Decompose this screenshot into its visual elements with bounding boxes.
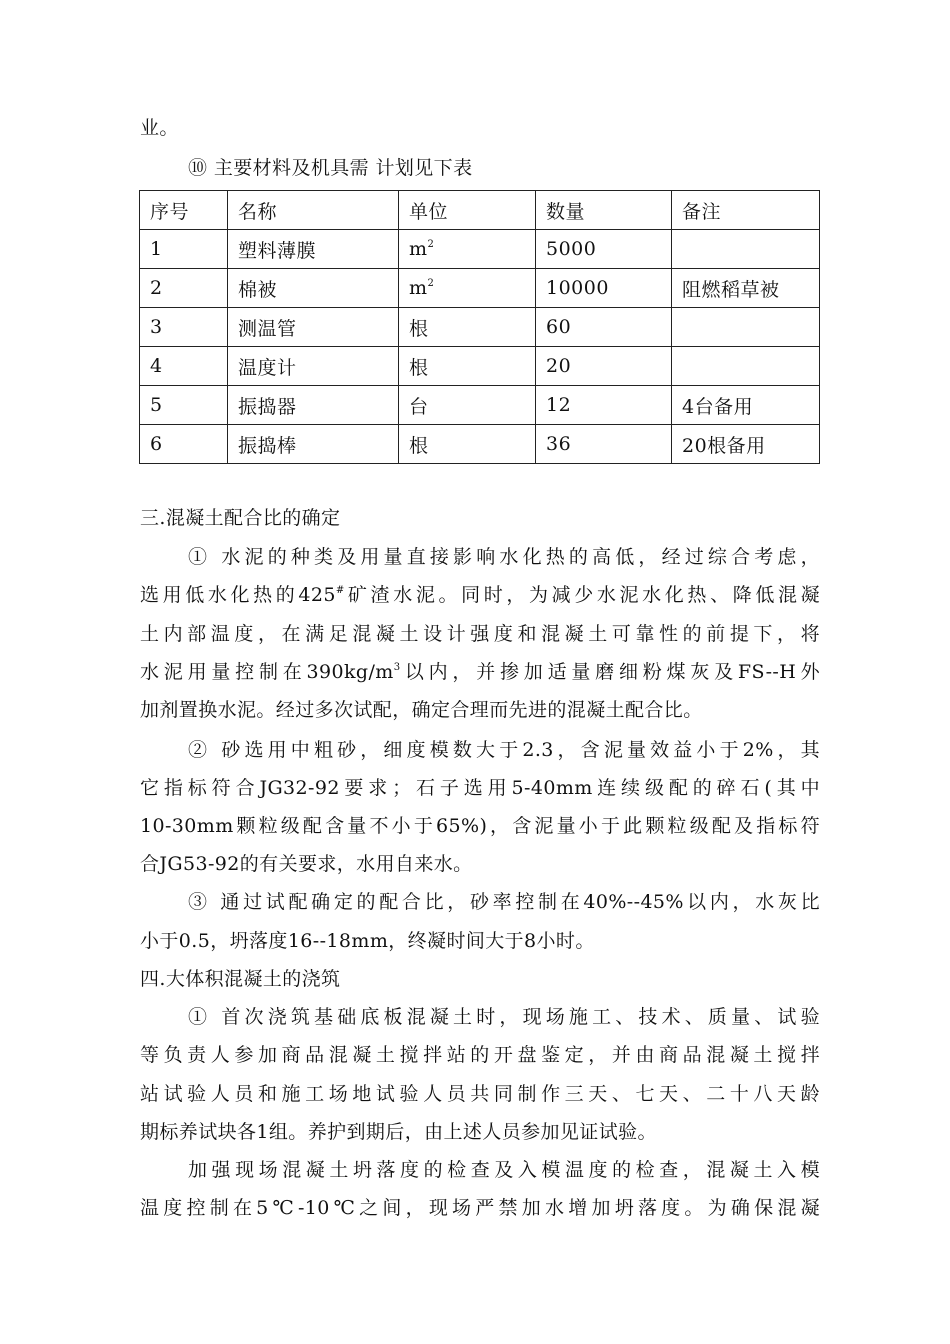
text-run: 选用低水化热的425 xyxy=(140,584,336,606)
paragraph-line: 合JG53-92的有关要求，水用自来水。 xyxy=(140,853,473,875)
cell-no: 4 xyxy=(140,347,228,386)
cell-name: 测温管 xyxy=(228,308,399,347)
superscript: # xyxy=(335,585,345,596)
cell-name: 温度计 xyxy=(228,347,399,386)
cell-qty: 12 xyxy=(536,386,672,425)
cell-name: 振捣棒 xyxy=(228,425,399,464)
section-heading: 三.混凝土配合比的确定 xyxy=(140,507,341,529)
unit-superscript: 2 xyxy=(427,239,435,250)
cell-unit xyxy=(399,230,536,269)
paragraph-line: ② 砂选用中粗砂，细度模数大于2.3，含泥量效益小于2%，其 xyxy=(188,739,820,761)
section-heading: 四.大体积混凝土的浇筑 xyxy=(140,968,341,990)
paragraph-line: ① 水泥的种类及用量直接影响水化热的高低，经过综合考虑， xyxy=(188,546,820,568)
cell-note: 20根备用 xyxy=(672,425,820,464)
materials-table xyxy=(139,190,820,464)
cell-unit: 台 xyxy=(399,386,536,425)
unit-text: m xyxy=(409,277,428,299)
paragraph-line: 小于0.5，坍落度16--18mm，终凝时间大于8小时。 xyxy=(140,930,595,952)
text-run: 水泥用量控制在390kg/m xyxy=(140,661,394,683)
unit-text: m xyxy=(409,238,428,260)
cell-no: 6 xyxy=(140,425,228,464)
paragraph-line: 土内部温度，在满足混凝土设计强度和混凝土可靠性的前提下，将 xyxy=(140,623,820,645)
cell-note: 阻燃稻草被 xyxy=(672,269,820,308)
paragraph-fragment: 业。 xyxy=(140,117,179,139)
header-cell-qty: 数量 xyxy=(536,191,672,230)
table-caption: ⑩ 主要材料及机具需 计划见下表 xyxy=(188,157,473,179)
paragraph-line xyxy=(140,660,820,684)
paragraph-line: 10-30mm颗粒级配含量不小于65%)，含泥量小于此颗粒级配及指标符 xyxy=(140,815,820,837)
header-cell-unit: 单位 xyxy=(399,191,536,230)
table-row xyxy=(140,269,820,308)
cell-note: 4台备用 xyxy=(672,386,820,425)
cell-no: 5 xyxy=(140,386,228,425)
cell-qty: 5000 xyxy=(536,230,672,269)
table-row xyxy=(140,347,820,386)
cell-unit xyxy=(399,269,536,308)
table-row xyxy=(140,308,820,347)
paragraph-line: ③ 通过试配确定的配合比，砂率控制在40%--45%以内，水灰比 xyxy=(188,891,820,913)
paragraph-line: 加强现场混凝土坍落度的检查及入模温度的检查，混凝土入模 xyxy=(188,1159,820,1181)
text-run: 矿渣水泥。同时，为减少水泥水化热、降低混凝 xyxy=(344,584,820,606)
cell-note xyxy=(672,308,820,347)
paragraph-line: 站试验人员和施工场地试验人员共同制作三天、七天、二十八天龄 xyxy=(140,1083,820,1105)
table-header-row xyxy=(140,191,820,230)
text-run: 以内，并掺加适量磨细粉煤灰及FS--H外 xyxy=(400,661,820,683)
paragraph-line: 它指标符合JG32-92要求；石子选用5-40mm连续级配的碎石(其中 xyxy=(140,777,820,799)
unit-superscript: 2 xyxy=(427,278,435,289)
cell-qty: 10000 xyxy=(536,269,672,308)
paragraph-line xyxy=(140,583,820,607)
superscript: 3 xyxy=(393,662,401,673)
cell-unit: 根 xyxy=(399,425,536,464)
cell-no: 3 xyxy=(140,308,228,347)
header-cell-name: 名称 xyxy=(228,191,399,230)
table-row xyxy=(140,386,820,425)
header-cell-note: 备注 xyxy=(672,191,820,230)
cell-unit: 根 xyxy=(399,308,536,347)
paragraph-line: 等负责人参加商品混凝土搅拌站的开盘鉴定，并由商品混凝土搅拌 xyxy=(140,1044,820,1066)
cell-note xyxy=(672,230,820,269)
cell-name: 塑料薄膜 xyxy=(228,230,399,269)
cell-note xyxy=(672,347,820,386)
cell-qty: 20 xyxy=(536,347,672,386)
cell-no: 2 xyxy=(140,269,228,308)
cell-name: 振捣器 xyxy=(228,386,399,425)
cell-unit: 根 xyxy=(399,347,536,386)
paragraph-line: 加剂置换水泥。经过多次试配，确定合理而先进的混凝土配合比。 xyxy=(140,699,703,721)
paragraph-line: ① 首次浇筑基础底板混凝土时，现场施工、技术、质量、试验 xyxy=(188,1006,820,1028)
paragraph-line: 温度控制在5℃-10℃之间，现场严禁加水增加坍落度。为确保混凝 xyxy=(140,1197,820,1219)
cell-qty: 60 xyxy=(536,308,672,347)
cell-no: 1 xyxy=(140,230,228,269)
cell-qty: 36 xyxy=(536,425,672,464)
cell-name: 棉被 xyxy=(228,269,399,308)
table-row xyxy=(140,425,820,464)
table-row xyxy=(140,230,820,269)
paragraph-line: 期标养试块各1组。养护到期后，由上述人员参加见证试验。 xyxy=(140,1121,657,1143)
header-cell-no: 序号 xyxy=(140,191,228,230)
